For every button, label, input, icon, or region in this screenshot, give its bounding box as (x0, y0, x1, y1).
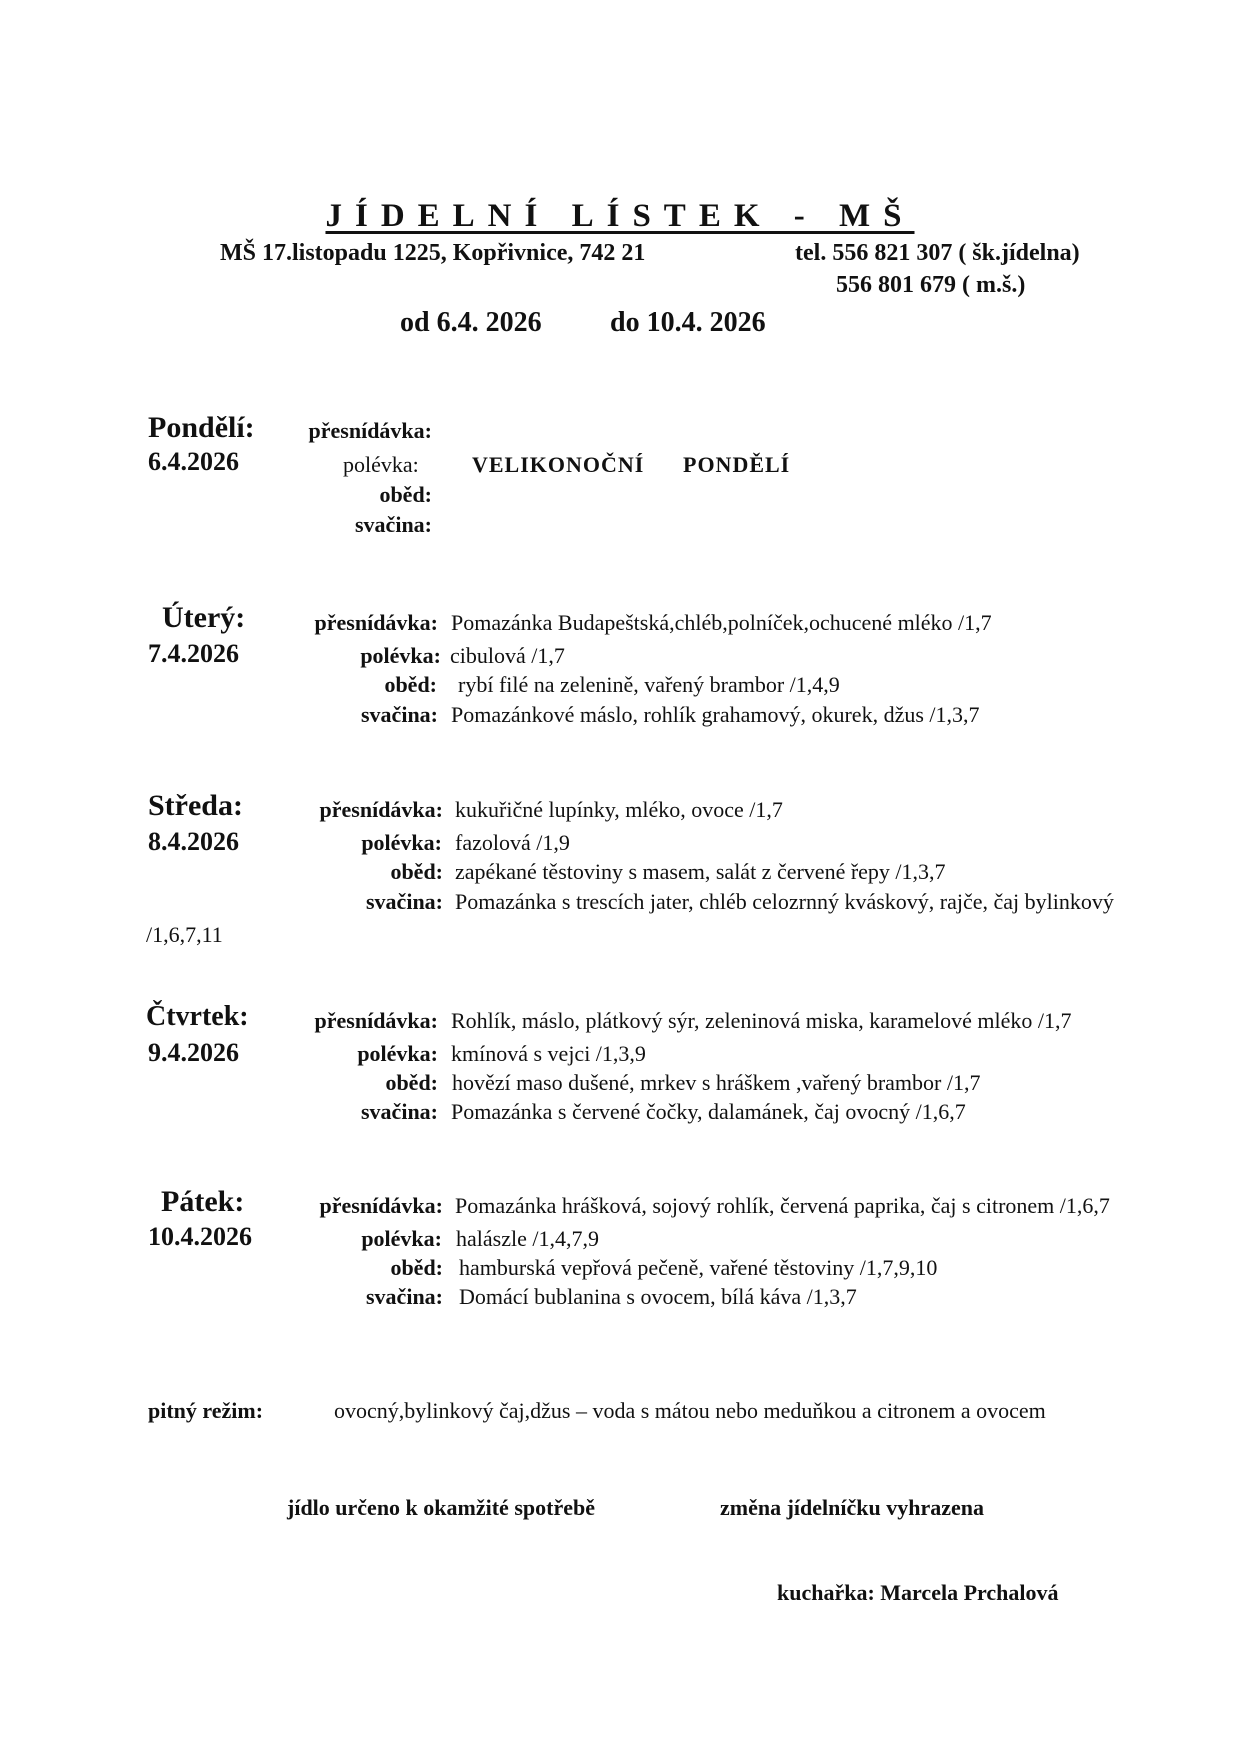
menu-polevka-tuesday: cibulová /1,7 (450, 643, 565, 668)
label-polevka: polévka: (357, 1041, 438, 1066)
menu-svacina-tuesday: Pomazánkové máslo, rohlík grahamový, okurek, džus /1,3,7 (451, 702, 980, 727)
phone-school: 556 801 679 ( m.š.) (836, 272, 1026, 298)
day-date-friday: 10.4.2026 (148, 1222, 252, 1251)
label-polevka: polévka: (343, 452, 419, 477)
date-from: od 6.4. 2026 (400, 307, 542, 338)
label-presnidavka: přesnídávka: (314, 610, 438, 635)
holiday-text-2: PONDĚLÍ (683, 452, 791, 477)
menu-svacina-wednesday: Pomazánka s trescích jater, chléb celozrnný kváskový, rajče, čaj bylinkový (455, 889, 1114, 914)
cook-name: kuchařka: Marcela Prchalová (777, 1580, 1059, 1605)
label-presnidavka: přesnídávka: (314, 1008, 438, 1033)
day-name-thursday: Čtvrtek: (146, 1001, 249, 1032)
label-presnidavka: přesnídávka: (319, 797, 443, 822)
menu-obed-tuesday: rybí filé na zelenině, vařený brambor /1,4,9 (458, 672, 840, 697)
note-immediate-consumption: jídlo určeno k okamžité spotřebě (287, 1495, 595, 1520)
phone-canteen: tel. 556 821 307 ( šk.jídelna) (795, 240, 1080, 266)
menu-presnidavka-friday: Pomazánka hrášková, sojový rohlík, červená paprika, čaj s citronem /1,6,7 (455, 1193, 1110, 1218)
menu-polevka-friday: halászle /1,4,7,9 (456, 1226, 599, 1251)
label-svacina: svačina: (355, 512, 432, 537)
day-name-monday: Pondělí: (148, 411, 255, 444)
menu-svacina-wednesday-allergens: /1,6,7,11 (146, 922, 223, 947)
label-obed: oběd: (390, 1255, 443, 1280)
holiday-text-1: VELIKONOČNÍ (472, 452, 645, 477)
label-presnidavka: přesnídávka: (308, 418, 432, 443)
label-svacina: svačina: (366, 889, 443, 914)
menu-obed-wednesday: zapékané těstoviny s masem, salát z červené řepy /1,3,7 (455, 859, 946, 884)
menu-svacina-thursday: Pomazánka s červené čočky, dalamánek, čaj ovocný /1,6,7 (451, 1099, 966, 1124)
label-polevka: polévka: (361, 830, 442, 855)
day-date-monday: 6.4.2026 (148, 447, 239, 476)
school-address: MŠ 17.listopadu 1225, Kopřivnice, 742 21 (220, 240, 646, 266)
menu-polevka-thursday: kmínová s vejci /1,3,9 (451, 1041, 646, 1066)
label-svacina: svačina: (361, 1099, 438, 1124)
drinks-text: ovocný,bylinkový čaj,džus – voda s mátou nebo meduňkou a citronem a ovocem (334, 1398, 1046, 1423)
menu-presnidavka-tuesday: Pomazánka Budapeštská,chléb,polníček,ochucené mléko /1,7 (451, 610, 992, 635)
day-date-wednesday: 8.4.2026 (148, 827, 239, 856)
day-name-wednesday: Středa: (148, 789, 243, 822)
day-name-tuesday: Úterý: (162, 601, 246, 634)
date-to: do 10.4. 2026 (610, 307, 766, 338)
label-obed: oběd: (385, 1070, 438, 1095)
menu-presnidavka-thursday: Rohlík, máslo, plátkový sýr, zeleninová miska, karamelové mléko /1,7 (451, 1008, 1072, 1033)
label-obed: oběd: (379, 482, 432, 507)
day-date-tuesday: 7.4.2026 (148, 639, 239, 668)
label-svacina: svačina: (361, 702, 438, 727)
menu-svacina-friday: Domácí bublanina s ovocem, bílá káva /1,3,7 (459, 1284, 857, 1309)
drinks-label: pitný režim: (148, 1398, 264, 1423)
menu-polevka-wednesday: fazolová /1,9 (455, 830, 570, 855)
label-obed: oběd: (390, 859, 443, 884)
menu-obed-thursday: hovězí maso dušené, mrkev s hráškem ,vařený brambor /1,7 (452, 1070, 981, 1095)
menu-obed-friday: hamburská vepřová pečeně, vařené těstoviny /1,7,9,10 (459, 1255, 938, 1280)
label-polevka: polévka: (361, 1226, 442, 1251)
day-date-thursday: 9.4.2026 (148, 1038, 239, 1067)
day-name-friday: Pátek: (161, 1185, 245, 1218)
label-svacina: svačina: (366, 1284, 443, 1309)
label-obed: oběd: (384, 672, 437, 697)
label-presnidavka: přesnídávka: (319, 1193, 443, 1218)
page-title (0, 198, 1240, 235)
page-title-text: JÍDELNÍ LÍSTEK - MŠ (325, 198, 915, 234)
label-polevka: polévka: (360, 643, 441, 668)
menu-presnidavka-wednesday: kukuřičné lupínky, mléko, ovoce /1,7 (455, 797, 783, 822)
note-menu-changes: změna jídelníčku vyhrazena (720, 1495, 984, 1520)
